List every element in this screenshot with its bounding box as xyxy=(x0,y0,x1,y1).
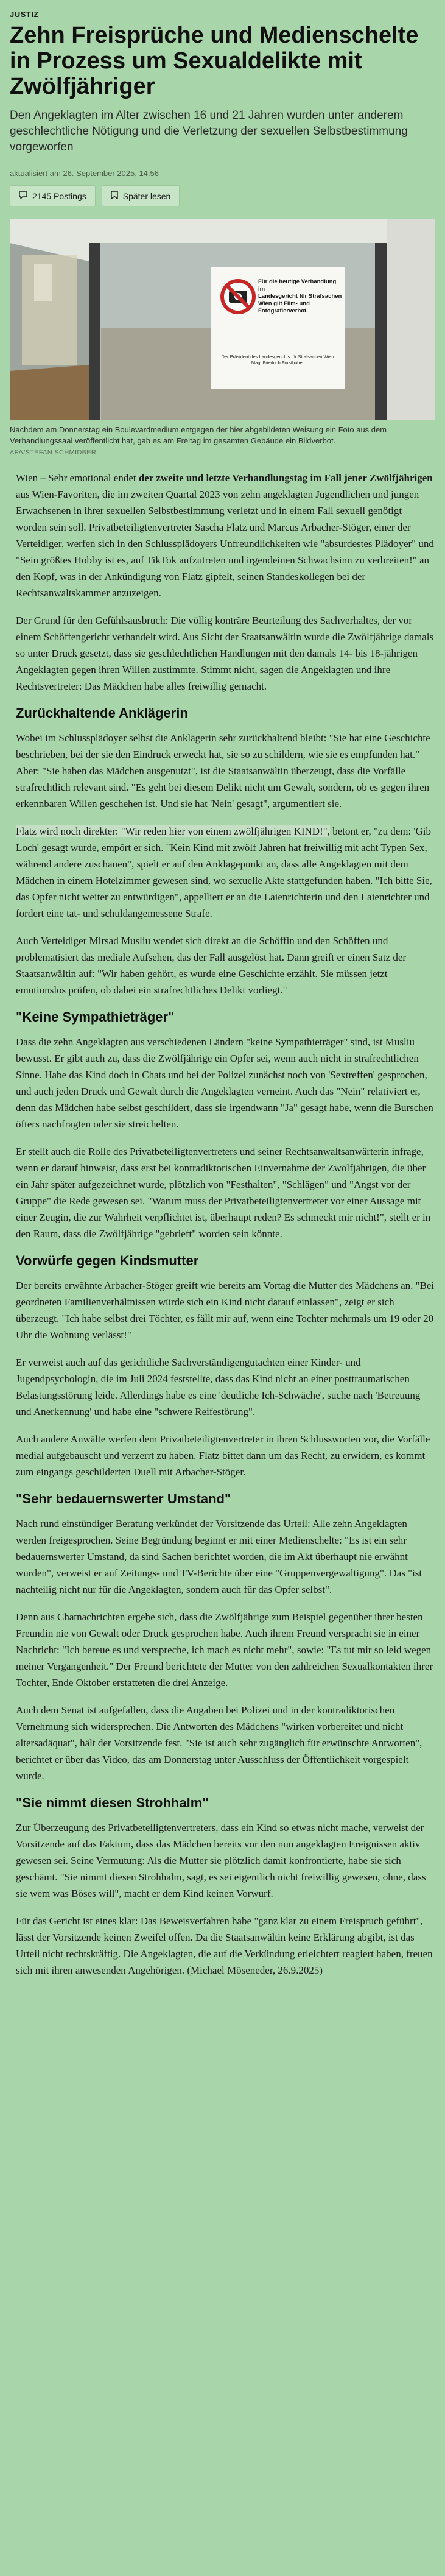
sign-line: Für die heutige Verhandlung im xyxy=(258,278,337,292)
bookmark-icon xyxy=(111,191,118,201)
paragraph: Der Grund für den Gefühlsausbruch: Die völlig konträre Beurteilung des Sachverhaltes, der vor einem Schöffengericht verhandelt wird. Aus Sicht der Staatsanwältin wurde die Zwölfjährige damals so unter Druck gesetzt, dass sie geschlechtlichen Handlungen mit den damals 14- bis 18-jährigen Angeklagten gegen ihren Willen zustimmte. Stimmt nicht, sagen die Angeklagten und ihre Rechtsvertreter: Das Mädchen habe alles freiwillig gemacht. xyxy=(16,615,434,692)
figure-caption: Nachdem am Donnerstag ein Boulevardmedium entgegen der hier abgebildeten Weisung ein Foto aus dem Verhandlungssaal veröffentlicht hat, gab es am Freitag im gesamten Gebäude ein Bildverbot. xyxy=(10,425,387,445)
sign-footer xyxy=(217,354,338,366)
paragraph: Er verweist auch auf das gerichtliche Sachverständigengutachten einer Kinder- und Jugendpsychologin, die im Juli 2024 feststellte, dass das Kind nicht an einer posttraumatischen Belastungsstörung leide. Allerdings habe es eine 'deutliche Ich-Schwäche', suche nach 'Betreuung und Anerkennung' und habe eine "schwere Reifestörung". xyxy=(16,1357,421,1417)
subheading: "Keine Sympathieträger" xyxy=(16,1009,175,1025)
paragraph: Denn aus Chatnachrichten ergebe sich, dass die Zwölfjährige zum Beispiel gegenüber ihrer besten Freundin nie von Gewalt oder Druck gesprochen habe. Auch ihrem Freund verspracht sie in einer Nachricht: "Ich bereue es und verspreche, ich mach es nicht mehr", sowie: "Es tut mir so leid wegen meiner Vergangenheit." Der Freund berichtete der Mutter von den zahlreichen Sexualkontakten ihrer Tochter, Ende Oktober erstatteten die drei Anzeige. xyxy=(16,1611,433,1689)
prev-trial-link[interactable]: der zweite und letzte Verhandlungstag im Fall jener Zwölfjährigen xyxy=(138,472,433,484)
article-photo xyxy=(10,219,435,420)
paragraph: Nach rund einstündiger Beratung verkündet der Vorsitzende das Urteil: Alle zehn Angeklagten werden freigesprochen. Seine Begründung beginnt er mit einer Medienschelte: "Es ist ein sehr bedauernswerter Umstand, da sind Sachen berichtet worden, die im Akt überhaupt nie erwähnt wurden", verweist er auf Zeitungs- und TV-Berichte über eine "Gruppenvergewaltigung". Das "ist nachteilig nicht nur für die Angeklagten, sondern auch für das Opfer selbst". xyxy=(16,1518,422,1595)
sign-footer-line: Der Präsident des Landesgerichts für Strafsachen Wien xyxy=(221,354,334,359)
paragraph: Für das Gericht ist eines klar: Das Beweisverfahren habe "ganz klar zu einem Freispruch geführt", lässt der Vorsitzende keinen Zweifel offen. Da die Staatsanwältin keine Erklärung abgibt, ist das Urteil nicht rechtskräftig. Die Angeklagten, die auf die Verkündung erleichtert reagiert haben, freuen sich mit ihren anwesenden Angehörigen. (Michael Möseneder, 26.9.2025) xyxy=(16,1915,433,1976)
subheading: "Sie nimmt diesen Strohhalm" xyxy=(16,1795,209,1810)
sign-line: Landesgericht für Strafsachen xyxy=(258,293,342,300)
section-kicker[interactable]: JUSTIZ xyxy=(10,10,39,19)
paragraph: Er stellt auch die Rolle des Privatbeteiligtenvertreters und seiner Rechtsanwaltsanwärterin infrage, wenn er darauf hinweist, dass erst bei kontradiktorischen Einvernahme der Zwölfjährigen, die über ein Jahr später aufgezeichnet wurde, plötzlich von "Festhalten", "Schlägen" und "Angst vor der Gruppe" die Rede gewesen sei. "Warum muss der Privatbeteiligtenvertreter vor einer Aussage mit einer Zeugin, die zur Wahrheit verpflichtet ist, überhaupt reden? Es schmeckt mir nicht!", stellt er in den Raum, dass die Zwölfjährige "gebrieft" worden sein könnte. xyxy=(16,1146,431,1240)
sign-line: Fotografierverbot. xyxy=(258,308,308,314)
article-title: Zehn Freisprüche und Medienschelte in Prozess um Sexualdelikte mit Zwölfjähriger xyxy=(10,23,419,99)
paragraph xyxy=(10,823,435,922)
paragraph-text: Wien – Sehr emotional endet xyxy=(16,472,139,484)
figure-credit: APA/STEFAN SCHMIDBER xyxy=(10,449,97,456)
article-figure xyxy=(10,219,435,456)
paragraph xyxy=(10,470,435,601)
sign-footer-line: Mag. Friedrich Forsthuber xyxy=(251,360,304,365)
sign-text xyxy=(258,278,343,315)
paragraph: Auch andere Anwälte werfen dem Privatbeteiligtenvertreter in ihren Schlussworten vor, die Vorfälle medial aufgebauscht und verzerrt zu haben. Flatz bittet dann um das Recht, zu erwidern, es kommt zum eingangs geschilderten Duell mit Arbacher-Stöger. xyxy=(16,1433,430,1478)
paragraph: Zur Überzeugung des Privatbeteiligtenvertreters, dass ein Kind so etwas nicht mache, verweist der Vorsitzende auf das Faktum, dass das Mädchen bereits vor den nun angeklagten Ereignissen aktiv gewesen sei. Seine Vermutung: Als die Mutter sie plötzlich damit konfrontierte, habe sie sich geschämt. "Sie nimmt diesen Strohhalm, sagt, es sei eigentlich nicht freiwillig gewesen, ohne, dass sie wem was Böses will", macht er dem Kind keinen Vorwurf. xyxy=(16,1822,426,1899)
comment-icon xyxy=(19,191,27,201)
paragraph-text: aus Wien-Favoriten, die im zweiten Quartal 2023 von zehn angeklagten Jugendlichen und jungen Erwachsenen in ihrer sexuellen Selbstbestimmung verletzt und in einem Fall sexuell genötigt worden sein soll. Privatbeteiligtenvertreter Sascha Flatz und Marcus Arbacher-Stöger, einer der Verteidiger, werfen sich in den Schlussplädoyers Unfreundlichkeiten wie "absurdestes Plädoyer" und "Sein größtes Hobby ist es, auf TikTok aufzutreten und irgendeinen Schwachsinn zu verbreiten!" an den Kopf, was in der Ankündigung von Flatz gipfelt, seinen Standeskollegen bei der Rechtsanwaltskammer anzuzeigen. xyxy=(16,489,434,599)
timestamp: aktualisiert am 26. September 2025, 14:56 xyxy=(10,169,159,178)
subheading: "Sehr bedauernswerter Umstand" xyxy=(16,1491,231,1506)
article-actions xyxy=(10,185,435,206)
article-lead: Den Angeklagten im Alter zwischen 16 und 21 Jahren wurden unter anderem geschlechtliche Nötigung und die Verletzung der sexuellen Selbstbestimmung vorgeworfen xyxy=(10,109,408,154)
paragraph: Dass die zehn Angeklagten aus verschiedenen Ländern "keine Sympathieträger" sind, ist Musliu bewusst. Er gibt auch zu, dass die Zwölfjährige ein Opfer sei, wenn auch nicht in strafrechtlichen Sinne. Habe das Kind doch in Chats und bei der Polizei zunächst noch von 'Sextreffen' gesprochen, und auch jeden Druck und Gewalt durch die Angeklagten verneint. Auch das "Nein" relativiert er, denn das Mädchen habe selbst geschildert, dass sie irgendwann "Ja" gesagt habe, wenn die Burschen öfters nachfragten oder sie streichelten. xyxy=(16,1036,433,1130)
paragraph: Wobei im Schlussplädoyer selbst die Anklägerin sehr zurückhaltend bleibt: "Sie hat eine Geschichte beschrieben, bei der sie den Eindruck erweckt hat, sie so zu schildern, wie sie es empfunden hat." Aber: "Sie haben das Mädchen ausgenutzt", ist die Staatsanwältin überzeugt, dass die Vorfälle strafrechtlich relevant sind. "Es geht bei diesem Delikt nicht um Gewalt, sondern, ob es gegen ihren erkennbaren Willen geschehen ist. Und sie hat 'Nein' gesagt", argumentiert sie. xyxy=(16,732,430,810)
read-later-label: Später lesen xyxy=(122,191,171,201)
highlighted-text: Flatz wird noch direkter: "Wir reden hier von einem zwölfjährigen KIND!", xyxy=(16,825,330,837)
paragraph: Auch Verteidiger Mirsad Musliu wendet sich direkt an die Schöffin und den Schöffen und problematisiert das mediale Aufsehen, das der Fall ausgelöst hat. Dann greift er einen Satz der Staatsanwältin auf: "Wir haben gehört, es wurde eine Geschichte erzählt. Sie müssen jetzt emotionslos prüfen, ob dabei ein strafrechtliches Delikt vorliegt." xyxy=(16,935,407,996)
read-later-button[interactable] xyxy=(102,185,180,206)
subheading: Zurückhaltende Anklägerin xyxy=(16,705,188,721)
paragraph: Der bereits erwähnte Arbacher-Stöger greift wie bereits am Vortag die Mutter des Mädchens an. "Bei geordneten Familienverhältnissen würde sich ein Kind nicht darauf einlassen", zeigt er sich überzeugt. "Ich habe selbst drei Töchter, es fällt mir auf, wenn eine Tochter mehrmals um 19 oder 20 Uhr die Wohnung verlässt!" xyxy=(16,1280,435,1341)
paragraph-text: betont er, "zu dem: 'Gib Loch' gesagt wurde, empört er sich. "Kein Kind mit zwölf Jahren hat freiwillig mit acht Typen Sex, während andere zuschauen", spielt er auf den Anklagepunkt an, dass alle Angeklagten mit dem Mädchen in einem Hotelzimmer gewesen sind, wo sexuelle Akte stattgefunden haben. "Ich bitte Sie, das Opfer nicht weiter zu entwürdigen", appelliert er an die Laienrichterin und den Laienrichter und fordert eine tat- und schuldangemessene Strafe. xyxy=(16,825,432,919)
paragraph: Auch dem Senat ist aufgefallen, dass die Angaben bei Polizei und in der kontradiktorischen Vernehmung sich widersprechen. Die Antworten des Mädchens "wirken vorbereitet und nicht altersadäquat", hält der Vorsitzende fest. "Sie ist auch sehr zugänglich für erwünschte Antworten", berichtet er über das Video, das am Donnerstag unter Ausschluss der Öffentlichkeit vorgespielt wurde. xyxy=(16,1704,422,1782)
postings-button[interactable] xyxy=(10,185,96,206)
subheading: Vorwürfe gegen Kindsmutter xyxy=(16,1253,199,1268)
sign-line: Wien gilt Film- und xyxy=(258,300,310,307)
postings-label: 2145 Postings xyxy=(32,191,86,201)
